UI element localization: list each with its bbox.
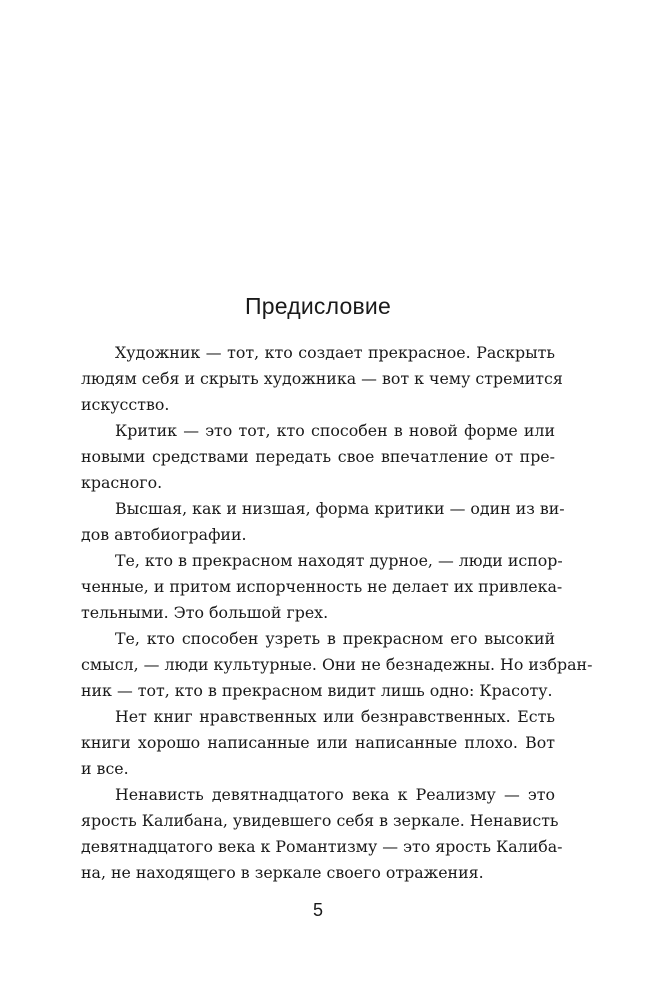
text-line: книги хорошо написанные или написанные плохо. Вот <box>81 733 555 752</box>
text-line: Высшая, как и низшая, форма критики — один из ви- <box>115 499 565 518</box>
text-line: людям себя и скрыть художника — вот к чему стремится <box>81 369 563 388</box>
page-title: Предисловие <box>245 293 391 319</box>
text-line: Нет книг нравственных или безнравственных. Есть <box>115 707 555 726</box>
text-line: искусство. <box>81 395 170 414</box>
text-line: красного. <box>81 473 163 492</box>
text-line: и все. <box>81 759 129 778</box>
text-line: ченные, и притом испорченность не делает их привлека- <box>81 577 563 596</box>
text-line: дов автобиографии. <box>81 525 247 544</box>
text-line: ник — тот, кто в прекрасном видит лишь одно: Красоту. <box>81 681 553 700</box>
text-line: новыми средствами передать свое впечатление от пре- <box>81 447 555 466</box>
text-line: Художник — тот, кто создает прекрасное. Раскрыть <box>115 343 555 362</box>
text-line: Те, кто способен узреть в прекрасном его высокий <box>115 629 555 648</box>
text-line: Ненависть девятнадцатого века к Реализму — это <box>115 785 555 804</box>
text-line: Критик — это тот, кто способен в новой форме или <box>115 421 555 440</box>
text-line: тельными. Это большой грех. <box>81 603 329 622</box>
page-number: 5 <box>312 900 323 920</box>
preface-text <box>81 340 593 886</box>
text-line: смысл, — люди культурные. Они не безнадежны. Но избран- <box>81 655 593 674</box>
text-line: Те, кто в прекрасном находят дурное, — люди испор- <box>115 551 563 570</box>
text-line: на, не находящего в зеркале своего отражения. <box>81 863 484 882</box>
text-line: девятнадцатого века к Романтизму — это ярость Калиба- <box>81 837 563 856</box>
text-line: ярость Калибана, увидевшего себя в зеркале. Ненависть <box>81 811 559 830</box>
